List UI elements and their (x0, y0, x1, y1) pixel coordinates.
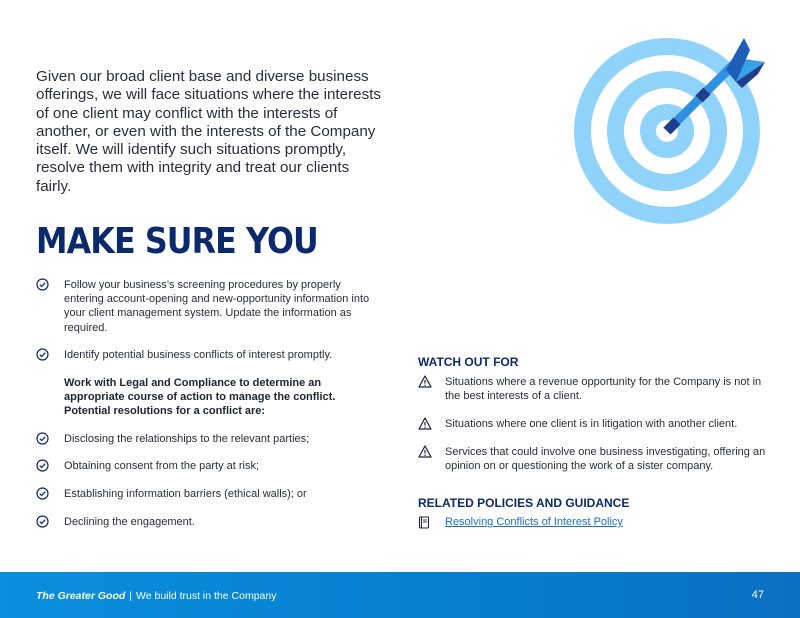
intro-paragraph: Given our broad client base and diverse business offerings, we will face situations where the interests of one client may conflict with the interests of another, or even with the interests of the Company itself. We will identify such situations promptly, resolve them with integrity and treat our clients fairly. (36, 68, 381, 195)
check-circle-icon (36, 348, 49, 361)
footer-title (36, 590, 276, 602)
warning-text: Situations where one client is in litigation with another client. (445, 418, 738, 430)
check-circle-icon (36, 432, 49, 445)
warning-triangle-icon (418, 445, 432, 458)
warning-text: Services that could involve one business investigating, offering an opinion on or questioning the work of a sister company. (445, 446, 766, 473)
check-circle-icon (36, 459, 49, 472)
warning-triangle-icon (418, 417, 432, 430)
warning-triangle-icon (418, 375, 432, 388)
book-icon (418, 516, 430, 529)
footer-separator: | (129, 590, 132, 602)
list-item-text: Disclosing the relationships to the relevant parties; (64, 433, 310, 445)
watch-out-title: WATCH OUT FOR (418, 355, 519, 369)
page-number: 47 (751, 589, 764, 601)
page-heading: MAKE SURE YOU (36, 221, 318, 262)
footer-tagline: We build trust in the Company (136, 590, 277, 602)
related-policies-title: RELATED POLICIES AND GUIDANCE (418, 496, 630, 510)
check-circle-icon (36, 278, 49, 291)
footer-brand: The Greater Good (36, 590, 126, 602)
list-item-text: Declining the engagement. (64, 516, 195, 528)
list-item-text: Obtaining consent from the party at risk; (64, 460, 260, 472)
list-item-text: Establishing information barriers (ethical walls); or (64, 488, 307, 500)
check-circle-icon (36, 487, 49, 500)
list-item-text: Identify potential business conflicts of interest promptly. (64, 349, 333, 361)
page-footer (0, 572, 800, 618)
list-item-text: Follow your business’s screening procedures by properly entering account-opening and new-opportunity information into your client management system. Update the information as required. (64, 279, 370, 334)
warning-text: Situations where a revenue opportunity for the Company is not in the best interests of a client. (445, 376, 762, 403)
target-arrow-icon (566, 30, 768, 232)
resolution-note: Work with Legal and Compliance to determine an appropriate course of action to manage the conflict. Potential resolutions for a conflict are: (64, 377, 336, 418)
check-circle-icon (36, 515, 49, 528)
policy-link[interactable]: Resolving Conflicts of Interest Policy (445, 516, 623, 528)
